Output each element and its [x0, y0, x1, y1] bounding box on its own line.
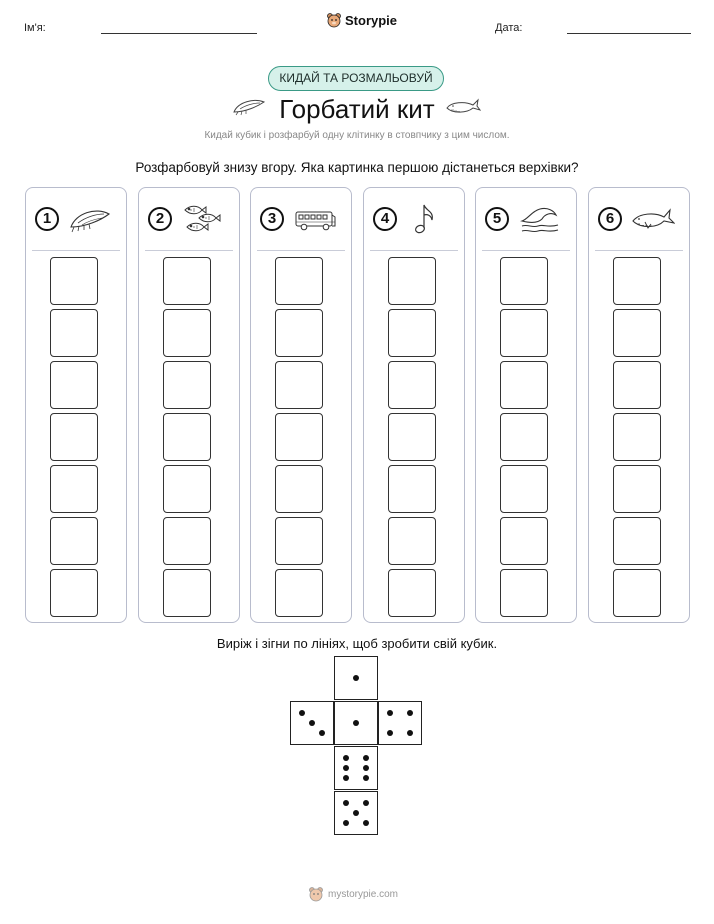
color-cell[interactable] — [163, 569, 211, 617]
bear-icon — [326, 12, 342, 28]
page-title: Горбатий кит — [279, 94, 435, 124]
color-cell[interactable] — [613, 257, 661, 305]
color-cell[interactable] — [163, 309, 211, 357]
dice-pip — [343, 765, 349, 771]
dice-net — [290, 656, 424, 836]
brand-name: Storypie — [345, 12, 398, 28]
date-label: Дата: — [495, 22, 523, 34]
instruction: Розфарбовуй знизу вгору. Яка картинка першою дістанеться верхівки? — [135, 160, 579, 175]
color-cell[interactable] — [388, 361, 436, 409]
date-line[interactable] — [567, 33, 691, 34]
color-cell[interactable] — [613, 309, 661, 357]
dice-pip — [353, 720, 359, 726]
color-cell[interactable] — [163, 257, 211, 305]
bus-icon — [293, 203, 337, 235]
color-cell[interactable] — [275, 413, 323, 461]
color-cell[interactable] — [388, 517, 436, 565]
dice-face-1 — [334, 656, 378, 700]
color-cell[interactable] — [50, 465, 98, 513]
color-cell[interactable] — [500, 361, 548, 409]
column-number: 3 — [260, 207, 284, 231]
color-cell[interactable] — [50, 309, 98, 357]
dice-face-3 — [290, 701, 334, 745]
wave-icon — [518, 203, 562, 235]
color-cell[interactable] — [275, 257, 323, 305]
color-cell[interactable] — [613, 569, 661, 617]
activity-tag: КИДАЙ ТА РОЗМАЛЬОВУЙ — [268, 66, 444, 91]
whale-icon — [631, 203, 675, 235]
dice-pip — [407, 710, 413, 716]
column-number: 5 — [485, 207, 509, 231]
dice-face-5 — [334, 791, 378, 835]
color-cell[interactable] — [163, 517, 211, 565]
color-cell[interactable] — [613, 517, 661, 565]
color-cell[interactable] — [275, 361, 323, 409]
dice-pip — [309, 720, 315, 726]
dice-pip — [343, 800, 349, 806]
color-cell[interactable] — [500, 465, 548, 513]
color-cell[interactable] — [500, 517, 548, 565]
column-6 — [588, 187, 690, 623]
column-1 — [25, 187, 127, 623]
music-note-icon — [406, 203, 450, 235]
color-cell[interactable] — [613, 465, 661, 513]
color-cell[interactable] — [50, 257, 98, 305]
column-number: 4 — [373, 207, 397, 231]
dice-pip — [387, 710, 393, 716]
bear-icon — [308, 886, 324, 902]
dice-pip — [343, 820, 349, 826]
dice-pip — [353, 810, 359, 816]
color-cell[interactable] — [613, 361, 661, 409]
name-line[interactable] — [101, 33, 257, 34]
column-number: 2 — [148, 207, 172, 231]
color-cell[interactable] — [163, 361, 211, 409]
color-cell[interactable] — [388, 569, 436, 617]
color-cell[interactable] — [163, 465, 211, 513]
dice-pip — [363, 755, 369, 761]
dice-face-1 — [334, 701, 378, 745]
dice-pip — [343, 755, 349, 761]
color-cell[interactable] — [50, 569, 98, 617]
column-4 — [363, 187, 465, 623]
color-cell[interactable] — [50, 517, 98, 565]
column-3 — [250, 187, 352, 623]
dice-face-4 — [378, 701, 422, 745]
footer — [308, 886, 398, 902]
color-cell[interactable] — [500, 257, 548, 305]
subtitle: Кидай кубик і розфарбуй одну клітинку в стовпчику з цим числом. — [204, 130, 510, 141]
color-cell[interactable] — [275, 465, 323, 513]
cut-instruction: Виріж і зігни по лініях, щоб зробити свій кубик. — [216, 636, 498, 651]
column-2 — [138, 187, 240, 623]
color-cell[interactable] — [388, 465, 436, 513]
name-label: Ім'я: — [24, 22, 46, 34]
dice-pip — [363, 820, 369, 826]
column-5 — [475, 187, 577, 623]
color-cell[interactable] — [388, 257, 436, 305]
dice-face-6 — [334, 746, 378, 790]
fish-icon — [181, 203, 225, 235]
dice-pip — [319, 730, 325, 736]
color-cell[interactable] — [275, 309, 323, 357]
dice-pip — [407, 730, 413, 736]
dice-pip — [363, 775, 369, 781]
column-number: 1 — [35, 207, 59, 231]
color-cell[interactable] — [50, 413, 98, 461]
color-cell[interactable] — [388, 413, 436, 461]
footer-url[interactable]: mystorypie.com — [328, 888, 399, 900]
color-cell[interactable] — [613, 413, 661, 461]
dice-pip — [387, 730, 393, 736]
color-cell[interactable] — [500, 309, 548, 357]
color-cell[interactable] — [50, 361, 98, 409]
color-cell[interactable] — [500, 413, 548, 461]
color-cell[interactable] — [388, 309, 436, 357]
color-cell[interactable] — [500, 569, 548, 617]
column-number: 6 — [598, 207, 622, 231]
krill-icon — [68, 203, 112, 235]
dice-pip — [353, 675, 359, 681]
dice-pip — [363, 765, 369, 771]
dice-pip — [299, 710, 305, 716]
dice-pip — [343, 775, 349, 781]
color-cell[interactable] — [275, 517, 323, 565]
brand-logo — [326, 12, 397, 28]
color-cell[interactable] — [163, 413, 211, 461]
dice-pip — [363, 800, 369, 806]
whale-icon — [445, 96, 481, 116]
color-cell[interactable] — [275, 569, 323, 617]
